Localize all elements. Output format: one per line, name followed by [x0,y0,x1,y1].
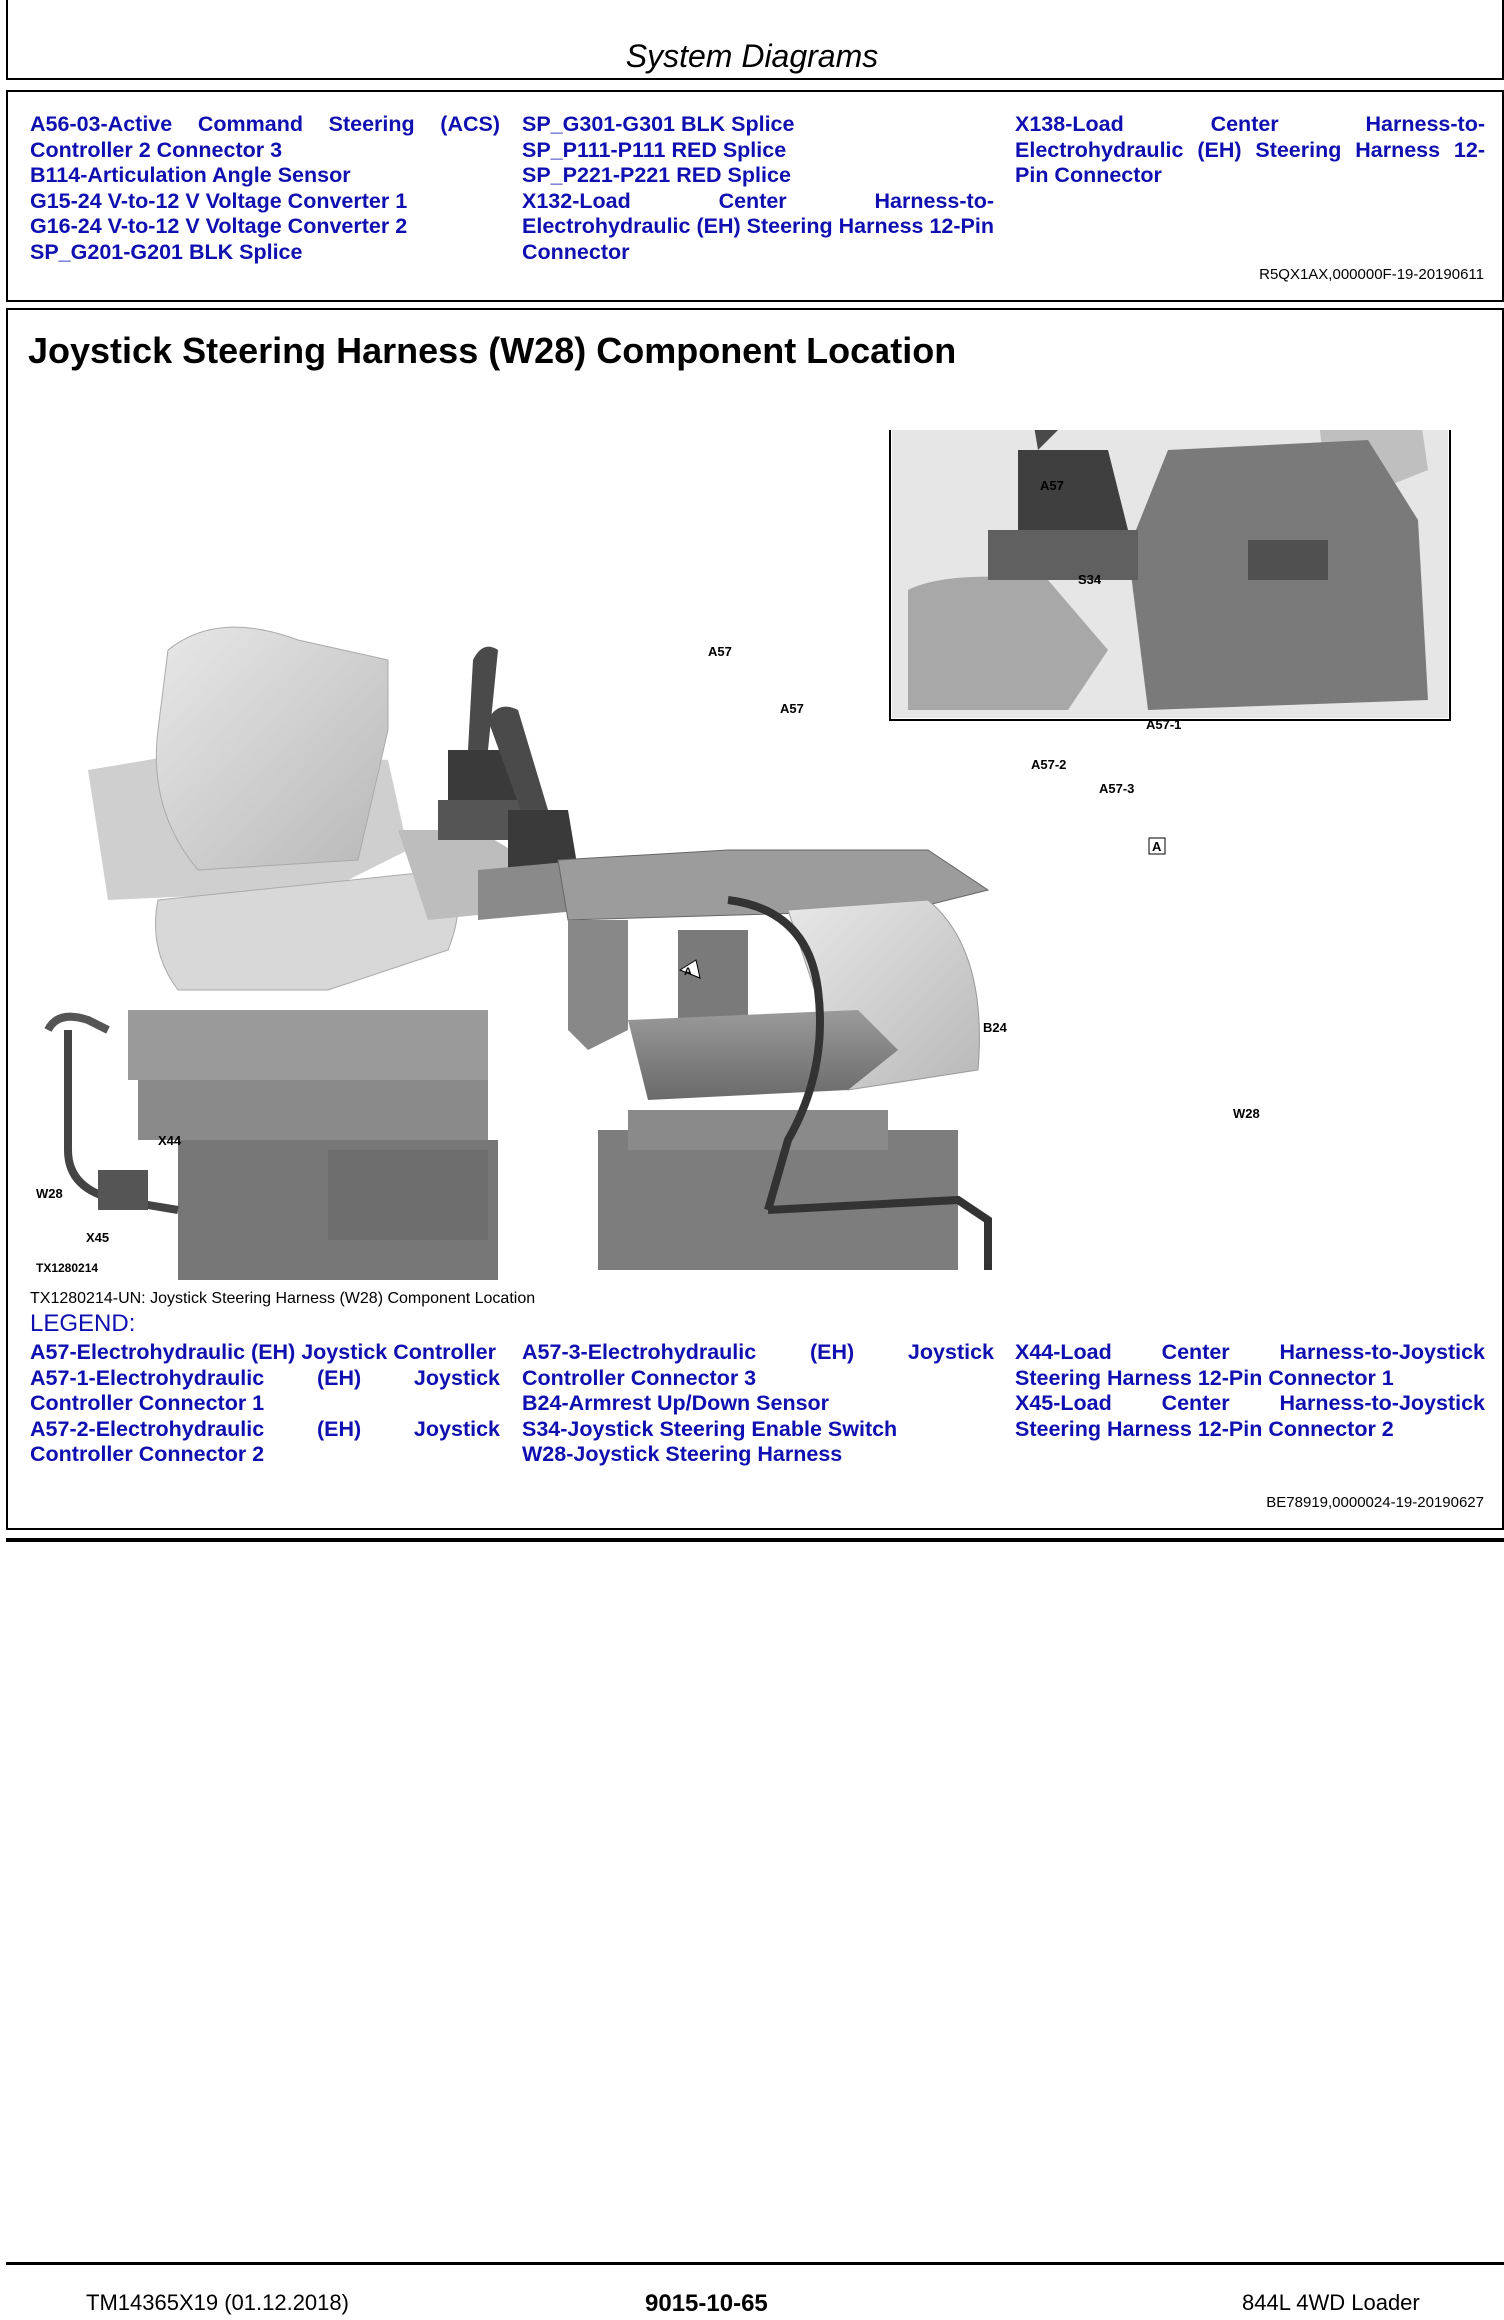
legend-item: W28-Joystick Steering Harness [522,1442,843,1466]
footer-rule [6,2262,1504,2265]
top-item: SP_P111-P111 RED Splice [522,137,787,162]
section-title: Joystick Steering Harness (W28) Component Location [28,330,957,371]
label-w28-left: W28 [36,1186,63,1201]
component-figure [28,430,1468,1280]
top-col-2 [522,112,994,265]
legend-item: S34-Joystick Steering Enable Switch [522,1416,898,1441]
section-ref-code: BE78919,0000024-19-20190627 [1266,1494,1484,1511]
legend-item: X44-Load Center Harness-to-Joystick Steering Harness 12-Pin Connector 1 [1015,1340,1485,1390]
top-item: SP_G301-G301 BLK Splice [522,112,795,136]
label-inset-tag: A [1152,839,1162,854]
legend-item: X45-Load Center Harness-to-Joystick Steering Harness 12-Pin Connector 2 [1015,1391,1485,1441]
top-ref-code: R5QX1AX,000000F-19-20190611 [1259,266,1484,283]
top-item: X132-Load Center Harness-to-Electrohydraulic (EH) Steering Harness 12-Pin Connector [522,188,994,264]
top-item: SP_P221-P221 RED Splice [522,163,791,187]
label-a57-mid: A57 [780,701,804,716]
label-x45: X45 [86,1230,110,1245]
legend-col-2 [522,1340,994,1468]
top-col-1 [30,112,500,265]
label-b24: B24 [983,1020,1007,1035]
top-item: G15-24 V-to-12 V Voltage Converter 1 [30,188,408,213]
legend-item: A57-1-Electrohydraulic (EH) Joystick Controller Connector 1 [30,1365,500,1415]
label-a57-inset: A57 [1040,478,1064,493]
page-header-title: System Diagrams [625,38,879,74]
section-end-rule [6,1538,1504,1542]
right-seat-illustration [558,850,988,1270]
label-view-marker: A [684,966,692,978]
footer-right: 844L 4WD Loader [1242,2290,1420,2315]
figure-id: TX1280214 [36,1261,99,1275]
label-s34: S34 [1078,572,1102,587]
top-item: A56-03-Active Command Steering (ACS) Controller 2 Connector 3 [30,112,500,162]
top-col-3 [1015,112,1485,189]
label-a57-2: A57-2 [1031,757,1067,772]
label-x44: X44 [158,1133,182,1148]
legend-item: A57-Electrohydraulic (EH) Joystick Controller [30,1340,496,1364]
top-item: G16-24 V-to-12 V Voltage Converter 2 [30,214,408,238]
label-a57-3: A57-3 [1099,781,1135,796]
left-seat-illustration [48,627,528,1280]
footer-left: TM14365X19 (01.12.2018) [86,2290,349,2315]
legend-title: LEGEND: [30,1310,136,1337]
top-item: SP_G201-G201 BLK Splice [30,239,303,264]
legend-item: B24-Armrest Up/Down Sensor [522,1391,830,1415]
footer-page-number: 9015-10-65 [645,2290,768,2317]
top-item: B114-Articulation Angle Sensor [30,163,351,187]
top-item: X138-Load Center Harness-to-Electrohydraulic (EH) Steering Harness 12-Pin Connector [1015,112,1485,187]
legend-item: A57-2-Electrohydraulic (EH) Joystick Controller Connector 2 [30,1416,500,1466]
label-a57-left: A57 [708,644,732,659]
inset-detail [890,430,1450,720]
legend-col-3 [1015,1340,1485,1442]
label-a57-1: A57-1 [1146,717,1182,732]
legend-item: A57-3-Electrohydraulic (EH) Joystick Controller Connector 3 [522,1340,994,1390]
label-w28-right: W28 [1233,1106,1260,1121]
figure-caption: TX1280214-UN: Joystick Steering Harness (W28) Component Location [30,1290,536,1307]
legend-col-1 [30,1340,500,1468]
